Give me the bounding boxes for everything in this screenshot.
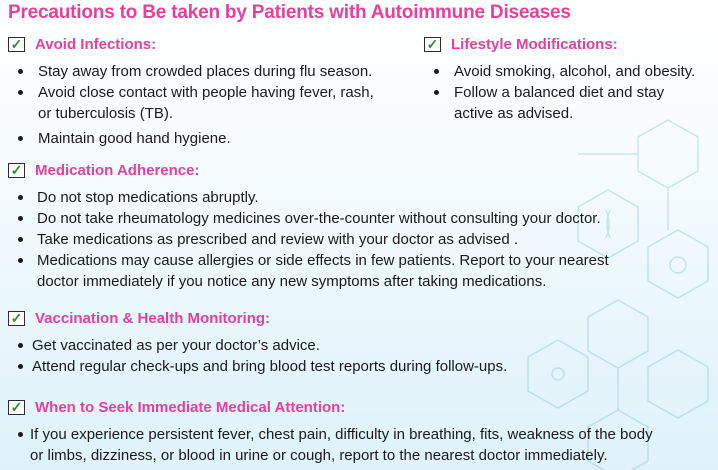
check-icon: ✓ xyxy=(424,37,441,52)
section-immediate-attention xyxy=(8,397,716,466)
list-item-text: doctor immediately if you notice any new symptoms after taking medications. xyxy=(37,273,547,290)
list-item: Follow a balanced diet and stay xyxy=(424,82,714,103)
list-item: Attend regular check-ups and bring blood test reports during follow-ups. xyxy=(8,356,708,377)
section-vaccination-monitoring xyxy=(8,308,708,377)
section-lifestyle-modifications xyxy=(424,34,714,124)
list-item: Avoid smoking, alcohol, and obesity. xyxy=(424,61,714,82)
list-item-text: or limbs, dizziness, or blood in urine or cough, report to the nearest doctor immediately. xyxy=(30,447,608,464)
list-item: Take medications as prescribed and review with your doctor as advised . xyxy=(8,229,708,250)
check-icon: ✓ xyxy=(8,163,25,178)
list-item: Get vaccinated as per your doctor’s advice. xyxy=(8,335,708,356)
page-title: Precautions to Be taken by Patients with Autoimmune Diseases xyxy=(8,2,571,23)
list-item-continuation xyxy=(8,445,716,466)
list-item-text: or tuberculosis (TB). xyxy=(38,105,174,122)
list-item: Maintain good hand hygiene. xyxy=(8,128,408,149)
section-heading: Avoid Infections: xyxy=(35,35,157,53)
check-icon: ✓ xyxy=(8,311,25,326)
list-item: Stay away from crowded places during flu season. xyxy=(8,61,408,82)
section-heading: Vaccination & Health Monitoring: xyxy=(35,309,271,327)
section-medication-adherence xyxy=(8,160,708,292)
list-item: Do not stop medications abruptly. xyxy=(8,187,708,208)
list-item-text: active as advised. xyxy=(454,105,574,122)
check-icon: ✓ xyxy=(8,400,25,415)
list-item-continuation xyxy=(424,103,714,124)
section-avoid-infections xyxy=(8,34,408,149)
section-heading: Medication Adherence: xyxy=(35,161,200,179)
section-heading: Lifestyle Modifications: xyxy=(451,35,618,53)
list-item: Medications may cause allergies or side effects in few patients. Report to your nearest xyxy=(8,250,708,271)
list-item-continuation xyxy=(8,271,708,292)
list-item: If you experience persistent fever, chest pain, difficulty in breathing, fits, weakness of the body xyxy=(8,424,716,445)
list-item-continuation xyxy=(8,103,408,124)
section-heading: When to Seek Immediate Medical Attention: xyxy=(35,398,346,416)
list-item: Avoid close contact with people having fever, rash, xyxy=(8,82,408,103)
check-icon: ✓ xyxy=(8,37,25,52)
list-item: Do not take rheumatology medicines over-the-counter without consulting your doctor. xyxy=(8,208,708,229)
